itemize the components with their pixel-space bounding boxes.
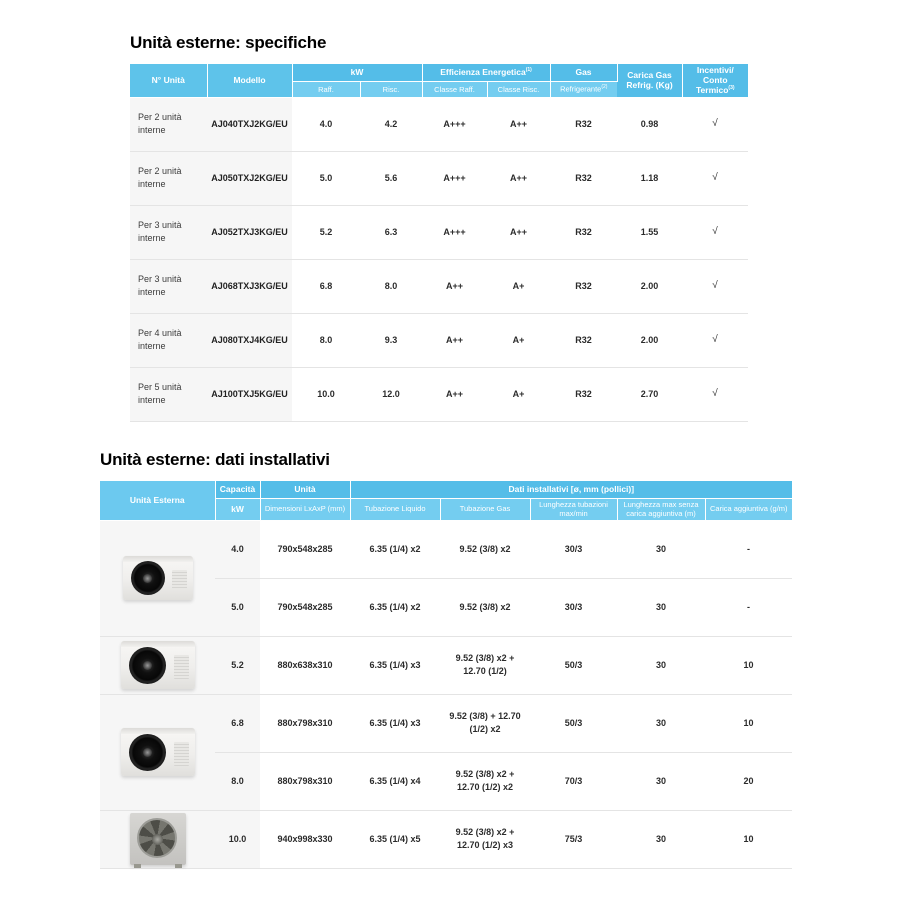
- cell-tubazione-liquido: 6.35 (1/4) x3: [350, 636, 440, 694]
- checkmark: √: [682, 367, 748, 421]
- checkmark: √: [682, 313, 748, 367]
- specifiche-table: [130, 64, 748, 422]
- unit-fan-hub: [143, 574, 152, 583]
- cell-tubazione-gas: 9.52 (3/8) x2: [440, 578, 530, 636]
- subcol-lunghezza-max: Lunghezza max senza carica aggiuntiva (m): [617, 498, 705, 520]
- cell-modello: AJ080TXJ4KG/EU: [207, 313, 292, 367]
- cell-capacita: 4.0: [215, 520, 260, 578]
- cell-capacita: 6.8: [215, 694, 260, 752]
- cell-capacita: 10.0: [215, 810, 260, 868]
- cell-carica-aggiuntiva: -: [705, 520, 792, 578]
- unit-fan-hub: [143, 661, 152, 670]
- table-row: [130, 151, 748, 205]
- col-header-unita-esterna: Unità Esterna: [100, 481, 215, 520]
- cell-dimensioni: 940x998x330: [260, 810, 350, 868]
- col-group-unita: Unità: [260, 481, 350, 498]
- cell-classe-risc: A+: [487, 259, 550, 313]
- cell-modello: AJ100TXJ5KG/EU: [207, 367, 292, 421]
- cell-lunghezza-max: 30: [617, 578, 705, 636]
- cell-modello: AJ052TXJ3KG/EU: [207, 205, 292, 259]
- incentivi-line2: Conto Termico: [695, 75, 729, 96]
- cell-lunghezza-max: 30: [617, 636, 705, 694]
- checkmark: √: [682, 97, 748, 151]
- unit-top-panel: [121, 728, 195, 734]
- cell-tubazione-gas: 9.52 (3/8) + 12.70 (1/2) x2: [440, 694, 530, 752]
- cell-raff: 10.0: [292, 367, 360, 421]
- carica-line2: Refrig. (Kg): [626, 80, 673, 91]
- cell-tubazione-liquido: 6.35 (1/4) x2: [350, 578, 440, 636]
- cell-n-unita: Per 2 unità interne: [130, 151, 207, 205]
- cell-n-unita: Per 4 unità interne: [130, 313, 207, 367]
- cell-unit-image: [100, 636, 215, 694]
- cell-lunghezza-max: 30: [617, 810, 705, 868]
- cell-classe-raff: A++: [422, 313, 487, 367]
- subcol-tubazione-liquido: Tubazione Liquido: [350, 498, 440, 520]
- cell-classe-risc: A++: [487, 205, 550, 259]
- cell-tubazione-gas: 9.52 (3/8) x2 + 12.70 (1/2) x3: [440, 810, 530, 868]
- cell-carica: 1.55: [617, 205, 682, 259]
- cell-classe-raff: A++: [422, 259, 487, 313]
- unit-side-vents: [174, 655, 189, 679]
- col-group-efficienza: [422, 64, 550, 81]
- cell-dimensioni: 790x548x285: [260, 578, 350, 636]
- section-specifiche: [130, 33, 748, 422]
- cell-lunghezza: 30/3: [530, 578, 617, 636]
- col-group-capacita: Capacità: [215, 481, 260, 498]
- cell-tubazione-liquido: 6.35 (1/4) x4: [350, 752, 440, 810]
- footnote-ref-2: (2): [601, 84, 608, 91]
- cell-risc: 4.2: [360, 97, 422, 151]
- footnote-ref-1: (1): [525, 67, 532, 74]
- cell-dimensioni: 880x798x310: [260, 752, 350, 810]
- cell-gas: R32: [550, 151, 617, 205]
- cell-raff: 4.0: [292, 97, 360, 151]
- cell-n-unita: Per 3 unità interne: [130, 205, 207, 259]
- cell-classe-raff: A+++: [422, 151, 487, 205]
- checkmark: √: [682, 151, 748, 205]
- cell-raff: 6.8: [292, 259, 360, 313]
- cell-dimensioni: 880x798x310: [260, 694, 350, 752]
- refrigerante-label: Refrigerante: [560, 84, 602, 94]
- cell-classe-risc: A++: [487, 97, 550, 151]
- cell-capacita: 5.2: [215, 636, 260, 694]
- cell-gas: R32: [550, 205, 617, 259]
- subcol-dimensioni: Dimensioni LxAxP (mm): [260, 498, 350, 520]
- efficienza-label: Efficienza Energetica: [440, 67, 526, 78]
- unit-top-panel: [123, 556, 193, 562]
- cell-lunghezza: 50/3: [530, 694, 617, 752]
- table-row: [100, 520, 792, 578]
- carica-line1: Carica Gas: [627, 70, 672, 81]
- outdoor-unit-image: [121, 728, 195, 776]
- subcol-classe-risc: Classe Risc.: [487, 81, 550, 97]
- cell-risc: 12.0: [360, 367, 422, 421]
- cell-classe-risc: A+: [487, 367, 550, 421]
- cell-carica-aggiuntiva: 10: [705, 636, 792, 694]
- cell-n-unita: Per 2 unità interne: [130, 97, 207, 151]
- cell-unit-image: [100, 810, 215, 868]
- section2-title: Unità esterne: dati installativi: [100, 450, 330, 469]
- cell-tubazione-liquido: 6.35 (1/4) x2: [350, 520, 440, 578]
- cell-classe-risc: A++: [487, 151, 550, 205]
- cell-modello: AJ050TXJ2KG/EU: [207, 151, 292, 205]
- cell-n-unita: Per 3 unità interne: [130, 259, 207, 313]
- cell-capacita: 8.0: [215, 752, 260, 810]
- subcol-raff: Raff.: [292, 81, 360, 97]
- cell-lunghezza-max: 30: [617, 752, 705, 810]
- cell-gas: R32: [550, 97, 617, 151]
- outdoor-unit-image: [123, 556, 193, 600]
- cell-modello: AJ068TXJ3KG/EU: [207, 259, 292, 313]
- cell-classe-raff: A+++: [422, 205, 487, 259]
- checkmark: √: [682, 259, 748, 313]
- unit-fan: [131, 561, 165, 595]
- cell-lunghezza: 30/3: [530, 520, 617, 578]
- cell-carica: 2.70: [617, 367, 682, 421]
- subcol-refrigerante: [550, 81, 617, 97]
- col-group-kw: kW: [292, 64, 422, 81]
- cell-carica: 1.18: [617, 151, 682, 205]
- checkmark: √: [682, 205, 748, 259]
- cell-capacita: 5.0: [215, 578, 260, 636]
- cell-tubazione-gas: 9.52 (3/8) x2: [440, 520, 530, 578]
- table-row: [130, 259, 748, 313]
- unit-fan: [129, 734, 166, 771]
- subcol-risc: Risc.: [360, 81, 422, 97]
- cell-carica-aggiuntiva: 20: [705, 752, 792, 810]
- table-row: [100, 636, 792, 694]
- cell-carica: 0.98: [617, 97, 682, 151]
- cell-classe-raff: A++: [422, 367, 487, 421]
- unit-fan-hub: [152, 834, 163, 845]
- unit-side-vents: [172, 570, 187, 590]
- table-row: [130, 313, 748, 367]
- cell-tubazione-liquido: 6.35 (1/4) x3: [350, 694, 440, 752]
- cell-classe-risc: A+: [487, 313, 550, 367]
- col-header-carica-gas: [617, 64, 682, 97]
- cell-risc: 9.3: [360, 313, 422, 367]
- table-row: [130, 205, 748, 259]
- table-row: [100, 694, 792, 752]
- cell-modello: AJ040TXJ2KG/EU: [207, 97, 292, 151]
- cell-carica-aggiuntiva: -: [705, 578, 792, 636]
- subcol-kw: kW: [215, 498, 260, 520]
- table-row: [100, 810, 792, 868]
- unit-fan-hub: [143, 748, 152, 757]
- cell-risc: 5.6: [360, 151, 422, 205]
- col-header-incentivi: [682, 64, 748, 97]
- cell-gas: R32: [550, 313, 617, 367]
- col-header-modello: Modello: [207, 64, 292, 97]
- section1-title: Unità esterne: specifiche: [130, 33, 327, 52]
- cell-lunghezza: 70/3: [530, 752, 617, 810]
- unit-fan: [129, 647, 166, 684]
- footnote-ref-3: (3): [728, 85, 735, 92]
- subcol-classe-raff: Classe Raff.: [422, 81, 487, 97]
- cell-unit-image: [100, 694, 215, 810]
- section-dati-installativi: [100, 450, 792, 869]
- col-header-n-unita: N° Unità: [130, 64, 207, 97]
- outdoor-unit-image: [121, 641, 195, 689]
- cell-carica: 2.00: [617, 313, 682, 367]
- cell-dimensioni: 790x548x285: [260, 520, 350, 578]
- outdoor-unit-image: [130, 813, 186, 865]
- cell-tubazione-gas: 9.52 (3/8) x2 + 12.70 (1/2): [440, 636, 530, 694]
- cell-carica-aggiuntiva: 10: [705, 810, 792, 868]
- cell-carica-aggiuntiva: 10: [705, 694, 792, 752]
- cell-lunghezza: 50/3: [530, 636, 617, 694]
- subcol-tubazione-gas: Tubazione Gas: [440, 498, 530, 520]
- subcol-carica-aggiuntiva: Carica aggiuntiva (g/m): [705, 498, 792, 520]
- dati-installativi-table: [100, 481, 792, 869]
- table-row: [130, 367, 748, 421]
- cell-carica: 2.00: [617, 259, 682, 313]
- cell-raff: 8.0: [292, 313, 360, 367]
- cell-tubazione-gas: 9.52 (3/8) x2 + 12.70 (1/2) x2: [440, 752, 530, 810]
- cell-risc: 6.3: [360, 205, 422, 259]
- cell-risc: 8.0: [360, 259, 422, 313]
- cell-raff: 5.2: [292, 205, 360, 259]
- cell-gas: R32: [550, 367, 617, 421]
- cell-lunghezza-max: 30: [617, 520, 705, 578]
- unit-top-panel: [121, 641, 195, 647]
- unit-foot: [175, 864, 182, 868]
- incentivi-line1: Incentivi/: [696, 65, 734, 76]
- cell-raff: 5.0: [292, 151, 360, 205]
- cell-classe-raff: A+++: [422, 97, 487, 151]
- cell-dimensioni: 880x638x310: [260, 636, 350, 694]
- col-group-gas: Gas: [550, 64, 617, 81]
- cell-lunghezza-max: 30: [617, 694, 705, 752]
- cell-gas: R32: [550, 259, 617, 313]
- cell-lunghezza: 75/3: [530, 810, 617, 868]
- col-group-dati-installativi: Dati installativi [ø, mm (pollici)]: [350, 481, 792, 498]
- unit-side-vents: [174, 742, 189, 766]
- cell-unit-image: [100, 520, 215, 636]
- cell-tubazione-liquido: 6.35 (1/4) x5: [350, 810, 440, 868]
- subcol-lunghezza-tubazioni: Lunghezza tubazioni max/min: [530, 498, 617, 520]
- cell-n-unita: Per 5 unità interne: [130, 367, 207, 421]
- unit-foot: [134, 864, 141, 868]
- table-row: [130, 97, 748, 151]
